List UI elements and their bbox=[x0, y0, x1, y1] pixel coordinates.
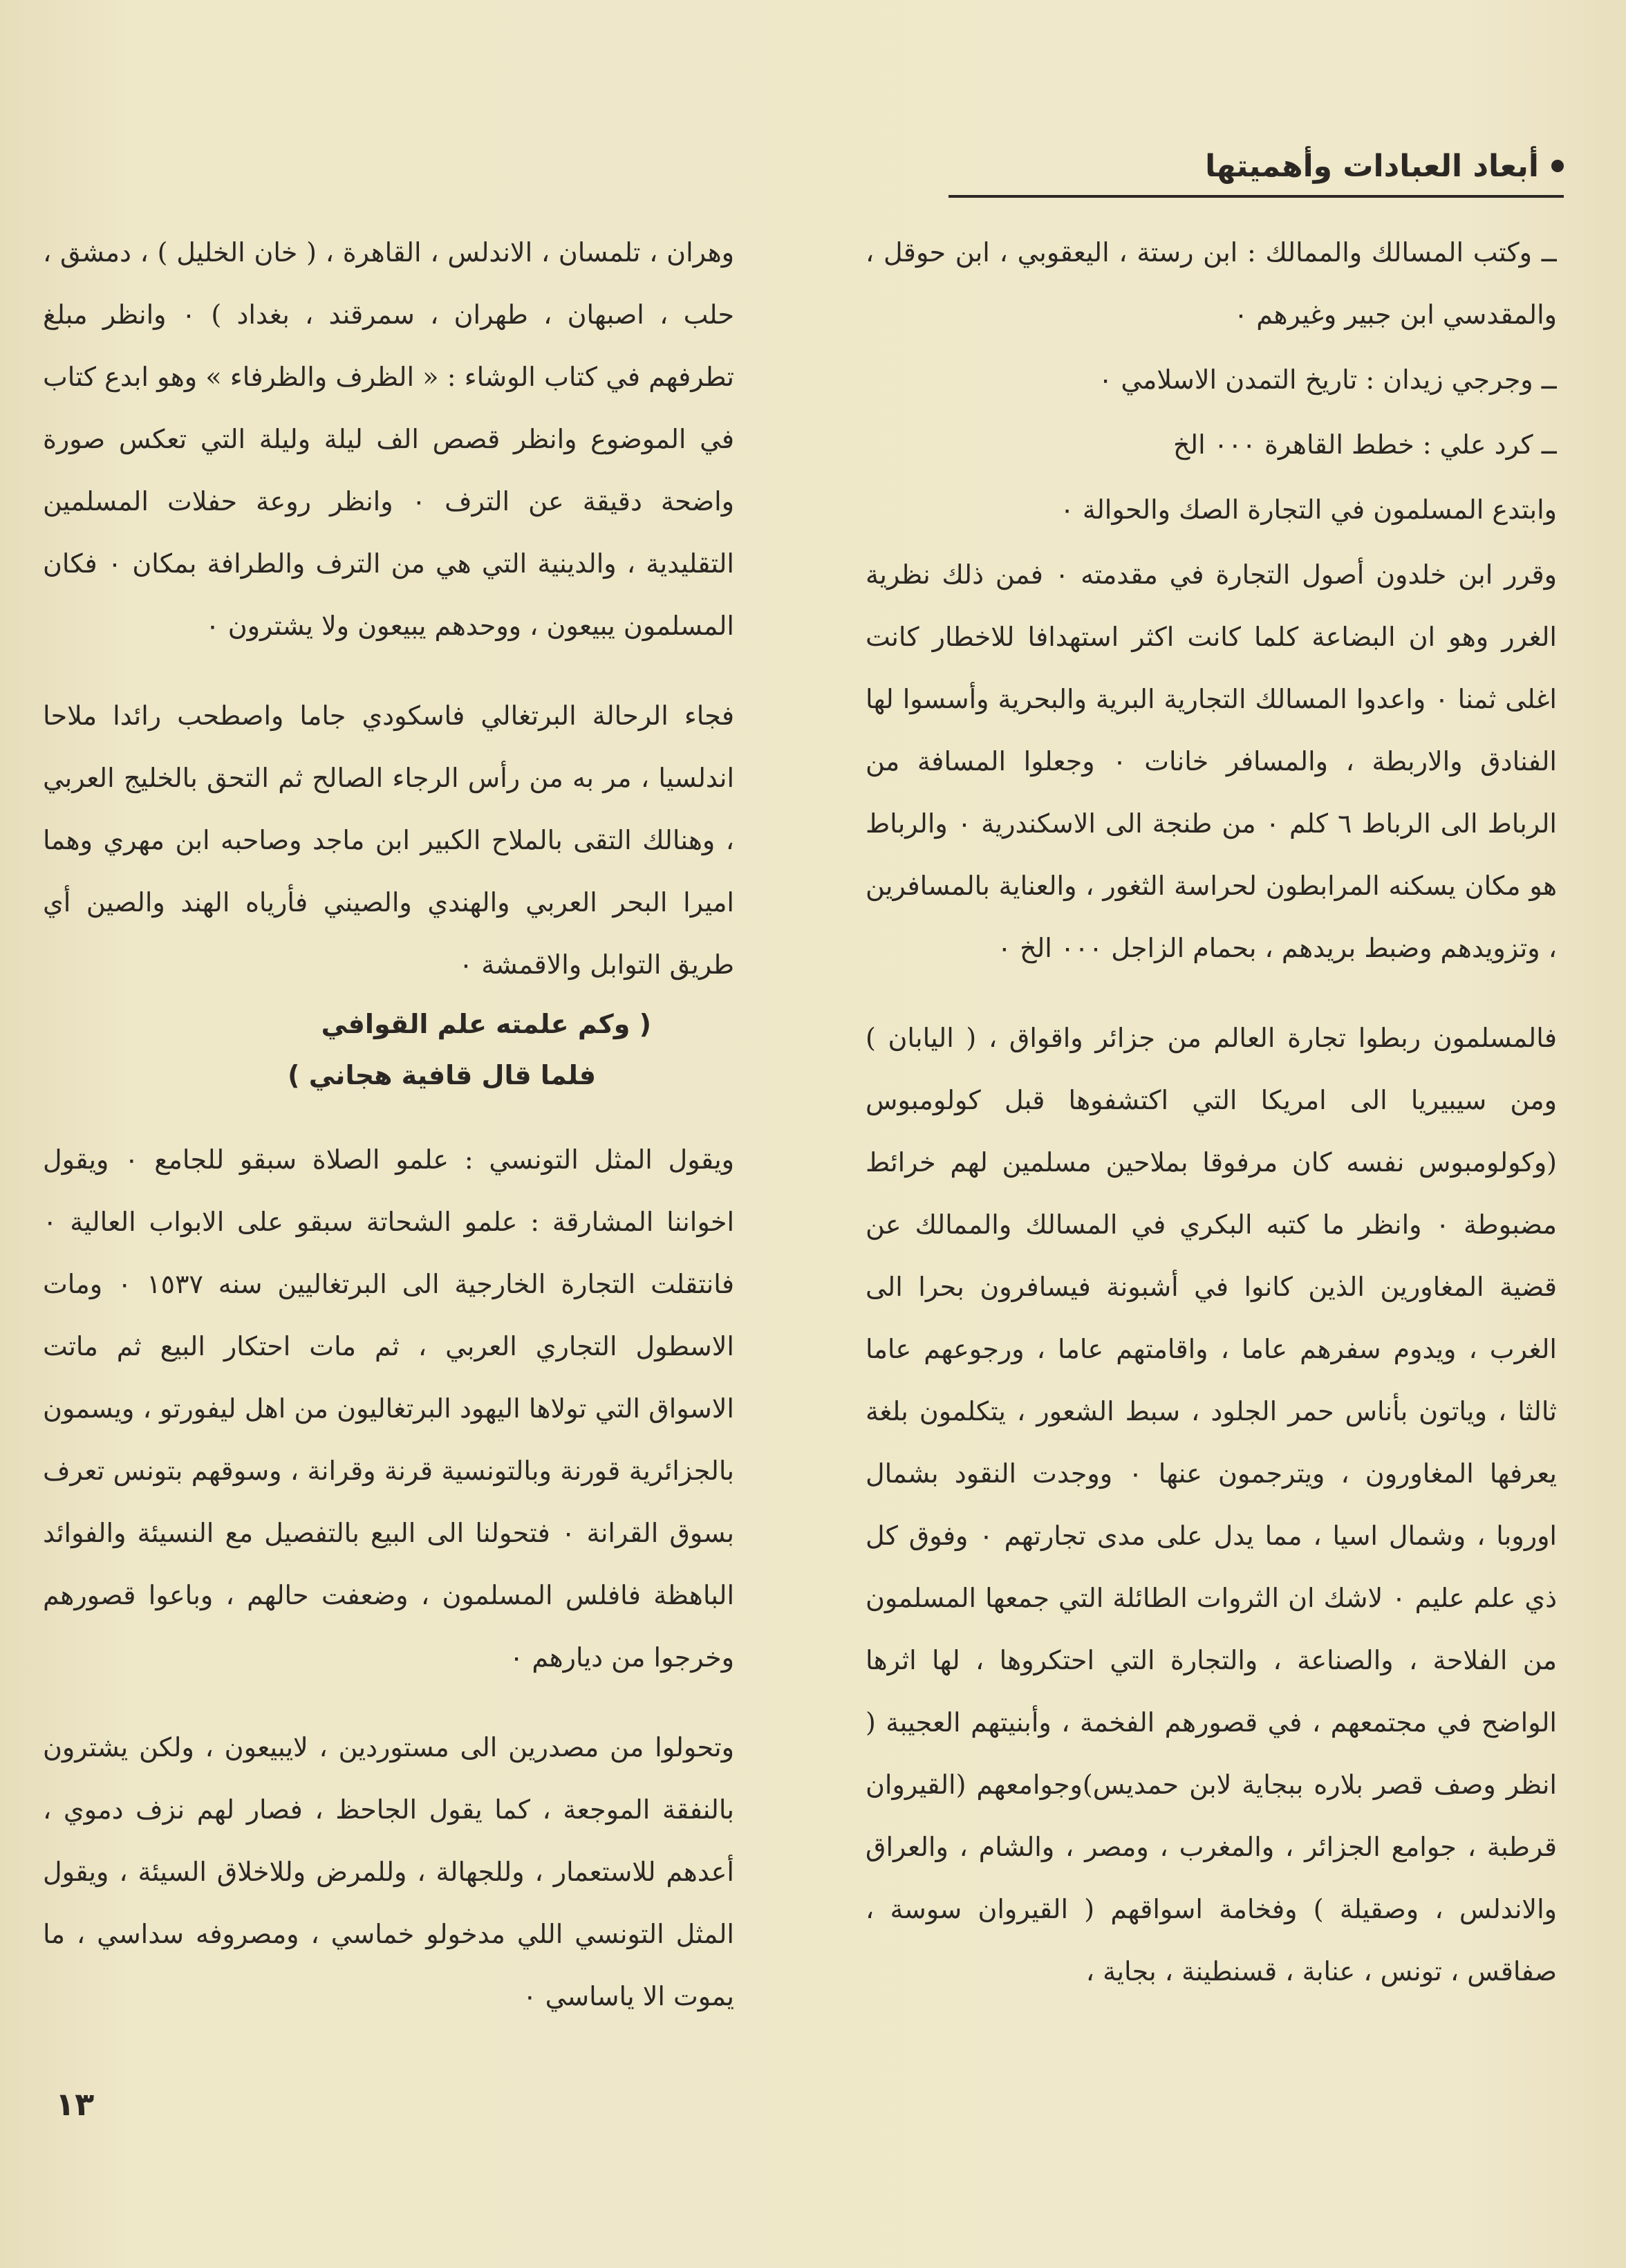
header-rule bbox=[948, 195, 1564, 198]
left-para-3: ويقول المثل التونسي : علمو الصلاة سبقو للجامع ٠ ويقول اخواننا المشارقة : علمو الشحاتة سبقو على الابواب العالية ٠ فانتقلت التجارة الخارجية الى البرتغاليين سنه ١٥٣٧ ٠ ومات الاسطول التجاري العربي ، ثم مات احتكار البيع ثم ماتت الاسواق التي تولاها اليهود البرتغاليون من اهل ليفورتو ، ويسمون بالجزائرية قورنة وبالتونسية قرنة وقرانة ، وسوقهم بتونس تعرف بسوق القرانة ٠ فتحولنا الى البيع بالتفصيل مع النسيئة والفوائد الباهظة فافلس المسلمون ، وضعفت حالهم ، وباعوا قصورهم وخرجوا من ديارهم ٠ bbox=[43, 1144, 734, 1673]
running-header bbox=[962, 138, 1564, 194]
page-number: ١٣ bbox=[55, 2085, 95, 2123]
left-para-2: فجاء الرحالة البرتغالي فاسكودي جاما واصطحب رائدا ملاحا اندلسيا ، مر به من رأس الرجاء الصالح ثم التحق بالخليج العربي ، وهنالك التقى بالملاح الكبير ابن ماجد وصاحبه ابن مهري وهما اميرا البحر العربي والهندي والصيني فأرياه الهند والصين أي طريق التوابل والاقمشة ٠ bbox=[43, 700, 734, 980]
bullet-icon bbox=[1551, 160, 1564, 172]
left-column bbox=[43, 221, 734, 2088]
running-header-title: أبعاد العبادات وأهميتها bbox=[1205, 148, 1539, 184]
right-column bbox=[866, 221, 1557, 2088]
right-para-1: ــ وكتب المسالك والممالك : ابن رستة ، اليعقوبي ، ابن حوقل ، والمقدسي ابن جبير وغيرهم ٠ bbox=[866, 237, 1557, 330]
left-para-1: وهران ، تلمسان ، الاندلس ، القاهرة ، ( خان الخليل ) ، دمشق ، حلب ، اصبهان ، طهران ، سمرقند ، بغداد ) ٠ وانظر مبلغ تطرفهم في كتاب الوشاء : « الظرف والظرفاء » وهو ابدع كتاب في الموضوع وانظر قصص الف ليلة وليلة التي تعكس صورة واضحة دقيقة عن الترف ٠ وانظر روعة حفلات المسلمين التقليدية ، والدينية التي هي من الترف والطرافة بمكان ٠ فكان المسلمون يبيعون ، ووحدهم يبيعون ولا يشترون ٠ bbox=[43, 237, 734, 641]
right-para-2: ــ وجرجي زيدان : تاريخ التمدن الاسلامي ٠ bbox=[1098, 364, 1557, 395]
right-para-6: فالمسلمون ربطوا تجارة العالم من جزائر واقواق ، ( اليابان ) ومن سيبيريا الى امريكا التي اكتشفوها قبل كولومبوس (وكولومبوس نفسه كان مرفوقا بملاحين مسلمين لهم خرائط مضبوطة ٠ وانظر ما كتبه البكري في المسالك والممالك عن قضية المغاورين الذين كانوا في أشبونة فيسافرون بحرا الى الغرب ، ويدوم سفرهم عاما ، واقامتهم عاما ، ورجوعهم عاما ثالثا ، وياتون بأناس حمر الجلود ، سبط الشعور ، يتكلمون بلغة يعرفها المغاورون ، ويترجمون عنها ٠ ووجدت النقود بشمال اوروبا ، وشمال اسيا ، مما يدل على مدى تجارتهم ٠ وفوق كل ذي علم عليم ٠ لاشك ان الثروات الطائلة التي جمعها المسلمون من الفلاحة ، والصناعة ، والتجارة التي احتكروها ، لها اثرها الواضح في مجتمعهم ، في قصورهم الفخمة ، وأبنيتهم العجيبة ( انظر وصف قصر بلاره ببجاية لابن حمديس)وجوامعهم (القيروان قرطبة ، جوامع الجزائر ، والمغرب ، ومصر ، والشام ، والعراق والاندلس ، وصقيلة ) وفخامة اسواقهم ( القيروان سوسة ، صفاقس ، تونس ، عنابة ، قسنطينة ، بجاية ، bbox=[866, 1023, 1557, 1987]
right-para-5: وقرر ابن خلدون أصول التجارة في مقدمته ٠ فمن ذلك نظرية الغرر وهو ان البضاعة كلما كانت اكثر استهدافا للاخطار كانت اغلى ثمنا ٠ واعدوا المسالك التجارية البرية والبحرية وأسسوا لها الفنادق والاربطة ، والمسافر خانات ٠ وجعلوا المسافة من الرباط الى الرباط ٦ كلم ٠ من طنجة الى الاسكندرية ٠ والرباط هو مكان يسكنه المرابطون لحراسة الثغور ، والعناية بالمسافرين ، وتزويدهم وضبط بريدهم ، بحمام الزاجل ٠٠٠ الخ ٠ bbox=[866, 559, 1557, 963]
right-para-3: ــ كرد علي : خطط القاهرة ٠٠٠ الخ bbox=[1172, 429, 1557, 460]
verse-line-1: ( وكم علمته علم القوافي bbox=[321, 1009, 651, 1039]
left-para-4: وتحولوا من مصدرين الى مستوردين ، لايبيعون ، ولكن يشترون بالنفقة الموجعة ، كما يقول الجاحظ ، فصار لهم نزف دموي ، أعدهم للاستعمار ، وللجهالة ، وللمرض وللاخلاق السيئة ، ويقول المثل التونسي اللي مدخولو خماسي ، ومصروفه سداسي ، ما يموت الا ياساسي ٠ bbox=[43, 1732, 734, 2011]
right-para-4: وابتدع المسلمون في التجارة الصك والحوالة ٠ bbox=[1060, 494, 1557, 525]
verse-line-2: فلما قال قافية هجاني ) bbox=[288, 1060, 596, 1090]
